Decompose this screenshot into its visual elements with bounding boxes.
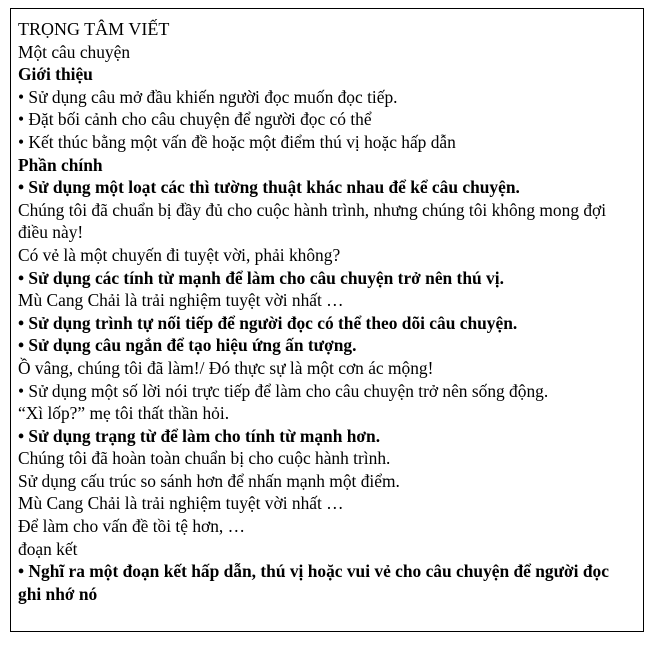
example-text: Mù Cang Chải là trải nghiệm tuyệt vời nhất … <box>18 290 344 311</box>
section-heading-intro: Giới thiệu <box>18 64 93 85</box>
bullet-item-bold: • Sử dụng một loạt các thì tường thuật khác nhau để kể câu chuyện. <box>18 177 520 198</box>
example-text: Chúng tôi đã chuẩn bị đầy đủ cho cuộc hành trình, nhưng chúng tôi không mong đợi điều này! <box>18 199 607 243</box>
bullet-item-bold: • Nghĩ ra một đoạn kết hấp dẫn, thú vị hoặc vui vẻ cho câu chuyện để người đọc ghi nhớ nó <box>18 561 609 604</box>
example-text: Để làm cho vấn đề tồi tệ hơn, … <box>18 516 246 537</box>
bullet-item: • Sử dụng câu mở đầu khiến người đọc muốn đọc tiếp. <box>18 86 398 107</box>
example-text: Có vẻ là một chuyến đi tuyệt vời, phải không? <box>18 244 341 265</box>
doc-subtitle: Một câu chuyện <box>18 41 131 62</box>
bullet-item: • Sử dụng một số lời nói trực tiếp để làm cho câu chuyện trở nên sống động. <box>18 380 549 401</box>
bullet-item-bold: • Sử dụng trình tự nối tiếp để người đọc có thể theo dõi câu chuyện. <box>18 312 518 333</box>
bullet-item-bold: • Sử dụng trạng từ để làm cho tính từ mạnh hơn. <box>18 425 381 446</box>
bullet-item-bold: • Sử dụng câu ngắn để tạo hiệu ứng ấn tượng. <box>18 335 357 356</box>
bullet-item: • Đặt bối cảnh cho câu chuyện để người đọc có thể <box>18 109 372 130</box>
example-text: “Xì lốp?” mẹ tôi thất thần hỏi. <box>18 403 230 424</box>
document-box <box>10 8 644 632</box>
bullet-item: • Kết thúc bằng một vấn đề hoặc một điểm thú vị hoặc hấp dẫn <box>18 131 456 152</box>
bullet-item-bold: • Sử dụng các tính từ mạnh để làm cho câu chuyện trở nên thú vị. <box>18 267 504 288</box>
example-text: Ồ vâng, chúng tôi đã làm!/ Đó thực sự là một cơn ác mộng! <box>18 357 434 378</box>
section-heading-main: Phần chính <box>18 154 103 175</box>
section-heading-ending: đoạn kết <box>18 538 78 559</box>
doc-title: TRỌNG TÂM VIẾT <box>18 19 170 39</box>
example-text: Mù Cang Chải là trải nghiệm tuyệt vời nhất … <box>18 493 344 514</box>
example-text: Chúng tôi đã hoàn toàn chuẩn bị cho cuộc hành trình. <box>18 448 391 469</box>
example-text: Sử dụng cấu trúc so sánh hơn để nhấn mạnh một điểm. <box>18 470 400 491</box>
